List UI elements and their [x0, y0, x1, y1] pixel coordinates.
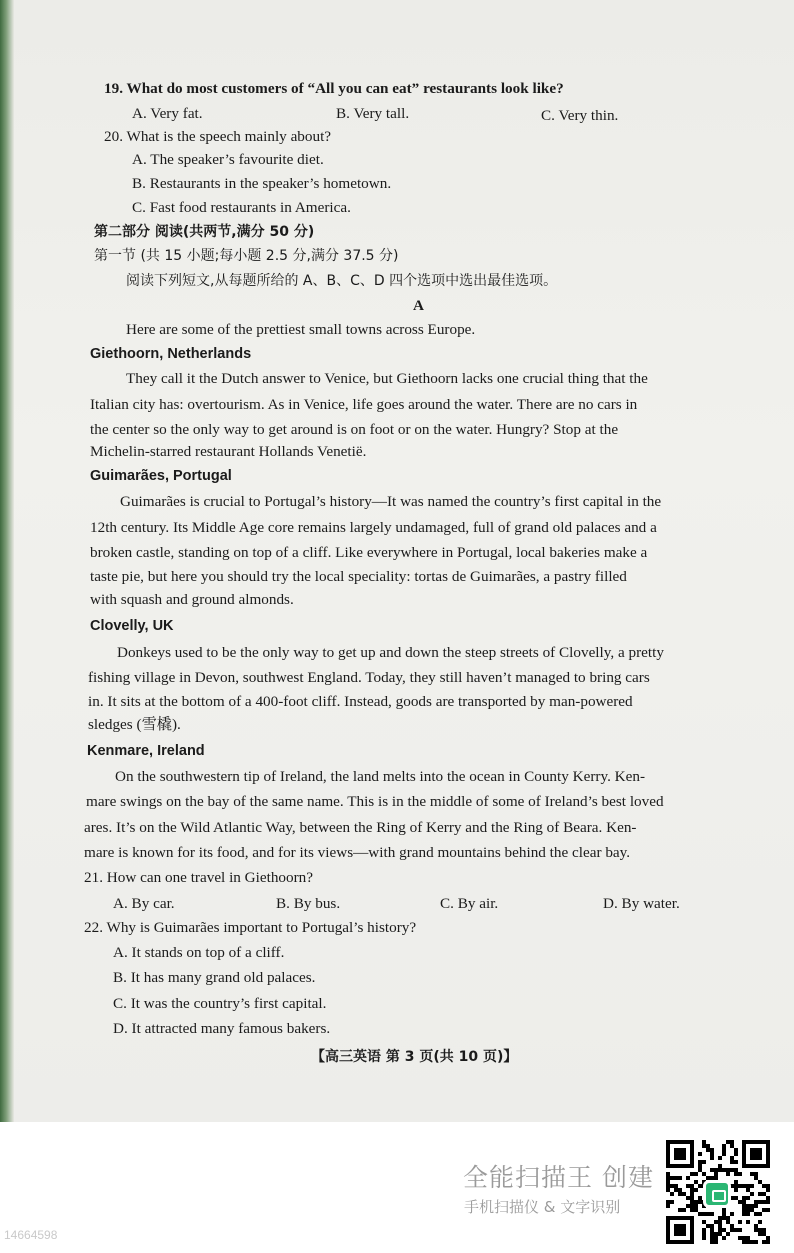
q21-option-a: A. By car. — [113, 895, 175, 912]
guimaraes-line-5: with squash and ground almonds. — [90, 591, 294, 608]
giethoorn-line-4: Michelin-starred restaurant Hollands Venetië. — [90, 443, 367, 460]
q21-option-b: B. By bus. — [276, 895, 341, 912]
scanner-app-icon — [703, 1180, 731, 1208]
passage-label: A — [413, 297, 424, 314]
guimaraes-line-2: 12th century. Its Middle Age core remains largely undamaged, full of grand old palaces and a — [90, 519, 657, 536]
q19-option-c: C. Very thin. — [541, 107, 619, 124]
heading-kenmare: Kenmare, Ireland — [87, 743, 205, 759]
clovelly-line-1: Donkeys used to be the only way to get up and down the steep streets of Clovelly, a pretty — [117, 644, 664, 661]
q19-option-a: A. Very fat. — [132, 105, 203, 122]
part-two-title: 第二部分 阅读(共两节,满分 50 分) — [94, 224, 315, 240]
heading-clovelly: Clovelly, UK — [90, 618, 174, 634]
question-20-stem: 20. What is the speech mainly about? — [104, 128, 332, 145]
q20-option-b: B. Restaurants in the speaker’s hometown. — [132, 175, 392, 192]
q19-option-b: B. Very tall. — [336, 105, 410, 122]
question-21-stem: 21. How can one travel in Giethoorn? — [84, 869, 314, 886]
q20-option-a: A. The speaker’s favourite diet. — [132, 151, 324, 168]
clovelly-line-2: fishing village in Devon, southwest England. Today, they still haven’t managed to bring cars — [88, 669, 650, 686]
guimaraes-line-3: broken castle, standing on top of a cliff. Like everywhere in Portugal, local bakeries make a — [90, 544, 648, 561]
q22-option-c: C. It was the country’s first capital. — [113, 995, 327, 1012]
guimaraes-line-4: taste pie, but here you should try the local speciality: tortas de Guimarães, a pastry filled — [90, 568, 627, 585]
kenmare-line-1: On the southwestern tip of Ireland, the land melts into the ocean in County Kerry. Ken- — [115, 768, 646, 785]
question-19-stem: 19. What do most customers of “All you can eat” restaurants look like? — [104, 80, 564, 97]
guimaraes-line-1: Guimarães is crucial to Portugal’s history—It was named the country’s first capital in the — [120, 493, 662, 510]
reading-instruction: 阅读下列短文,从每题所给的 A、B、C、D 四个选项中选出最佳选项。 — [126, 273, 558, 289]
page-edge-shadow — [0, 0, 14, 1122]
giethoorn-line-1: They call it the Dutch answer to Venice, but Giethoorn lacks one crucial thing that the — [126, 370, 648, 387]
heading-guimaraes: Guimarães, Portugal — [90, 468, 232, 484]
q20-option-c: C. Fast food restaurants in America. — [132, 199, 351, 216]
clovelly-line-3: in. It sits at the bottom of a 400-foot cliff. Instead, goods are transported by man-powered — [88, 693, 633, 710]
kenmare-line-2: mare swings on the bay of the same name. This is in the middle of some of Ireland’s best loved — [86, 793, 664, 810]
heading-giethoorn: Giethoorn, Netherlands — [90, 346, 252, 362]
watermark-subtitle: 手机扫描仪 & 文字识别 — [464, 1198, 621, 1216]
section-one-title: 第一节 (共 15 小题;每小题 2.5 分,满分 37.5 分) — [94, 248, 399, 264]
kenmare-line-4: mare is known for its food, and for its views—with grand mountains behind the clear bay. — [84, 844, 631, 861]
q22-option-b: B. It has many grand old palaces. — [113, 969, 316, 986]
passage-intro: Here are some of the prettiest small towns across Europe. — [126, 321, 476, 338]
watermark-title: 全能扫描王 创建 — [463, 1163, 654, 1192]
q21-option-c: C. By air. — [440, 895, 499, 912]
question-22-stem: 22. Why is Guimarães important to Portugal’s history? — [84, 919, 417, 936]
q21-option-d: D. By water. — [603, 895, 680, 912]
clovelly-line-4: sledges (雪橇). — [88, 716, 181, 733]
q22-option-d: D. It attracted many famous bakers. — [113, 1020, 331, 1037]
giethoorn-line-3: the center so the only way to get around is on foot or on the water. Hungry? Stop at the — [90, 421, 619, 438]
kenmare-line-3: ares. It’s on the Wild Atlantic Way, between the Ring of Kerry and the Ring of Beara. Ken- — [84, 819, 637, 836]
page-footer: 【高三英语 第 3 页(共 10 页)】 — [311, 1049, 518, 1065]
q22-option-a: A. It stands on top of a cliff. — [113, 944, 285, 961]
giethoorn-line-2: Italian city has: overtourism. As in Venice, life goes around the water. There are no cars in — [90, 396, 638, 413]
serial-number: 14664598 — [4, 1228, 58, 1242]
